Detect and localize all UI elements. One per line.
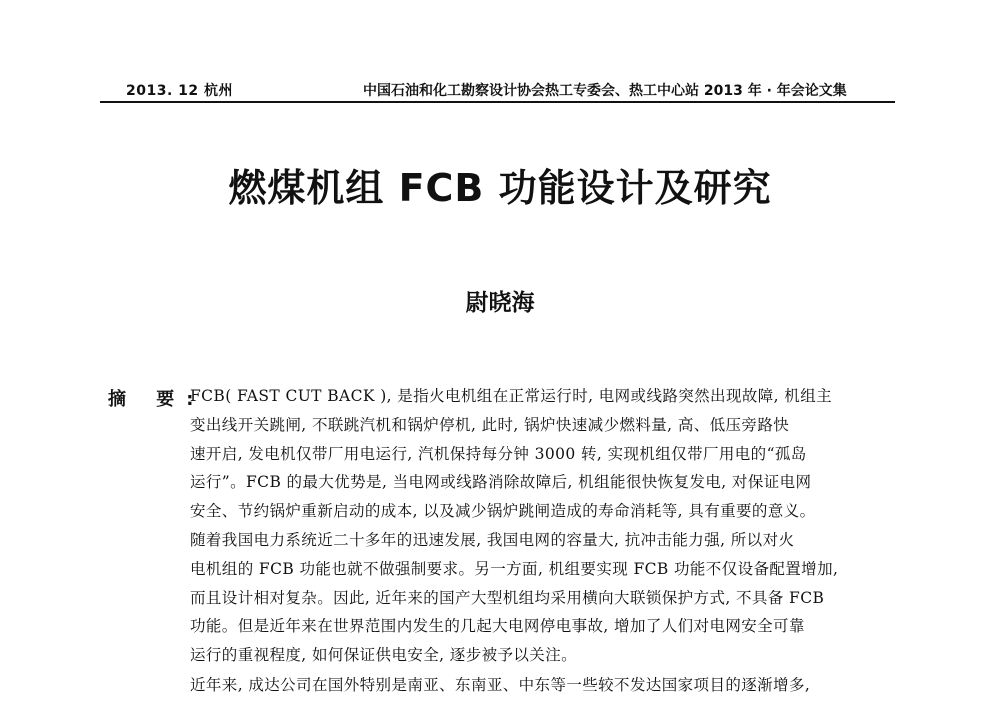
abstract-line: 功能。但是近年来在世界范围内发生的几起大电网停电事故, 增加了人们对电网安全可靠 (190, 617, 805, 635)
paper-author: 尉晓海 (465, 290, 535, 316)
header-proceedings-title: 中国石油和化工勘察设计协会热工专委会、热工中心站 2013 年 · 年会论文集 (363, 83, 847, 99)
abstract-label: 摘 要: (108, 389, 206, 410)
abstract-line: 近年来, 成达公司在国外特别是南亚、东南亚、中东等一些较不发达国家项目的逐渐增多, (190, 676, 811, 694)
abstract-line: 随着我国电力系统近二十多年的迅速发展, 我国电网的容量大, 抗冲击能力强, 所以对火 (190, 531, 795, 549)
paper-title: 燃煤机组 FCB 功能设计及研究 (228, 166, 772, 210)
abstract-line: FCB( FAST CUT BACK ), 是指火电机组在正常运行时, 电网或线路突然出现故障, 机组主 (190, 387, 833, 405)
abstract-line: 电机组的 FCB 功能也就不做强制要求。另一方面, 机组要实现 FCB 功能不仅设备配置增加, (190, 560, 839, 578)
header-rule (100, 101, 895, 103)
abstract-line: 运行”。FCB 的最大优势是, 当电网或线路消除故障后, 机组能很快恢复发电, 对保证电网 (190, 473, 812, 491)
header-date-location: 2013. 12 杭州 (126, 83, 234, 99)
abstract-line: 运行的重视程度, 如何保证供电安全, 逐步被予以关注。 (190, 646, 578, 664)
abstract-line: 速开启, 发电机仅带厂用电运行, 汽机保持每分钟 3000 转, 实现机组仅带厂用电的“孤岛 (190, 445, 807, 463)
abstract-line: 而且设计相对复杂。因此, 近年来的国产大型机组均采用横向大联锁保护方式, 不具备 FCB (190, 589, 825, 607)
abstract-line: 变出线开关跳闸, 不联跳汽机和锅炉停机, 此时, 锅炉快速减少燃料量, 高、低压旁路快 (190, 416, 790, 434)
abstract-line: 安全、节约锅炉重新启动的成本, 以及减少锅炉跳闸造成的寿命消耗等, 具有重要的意义。 (190, 502, 816, 520)
